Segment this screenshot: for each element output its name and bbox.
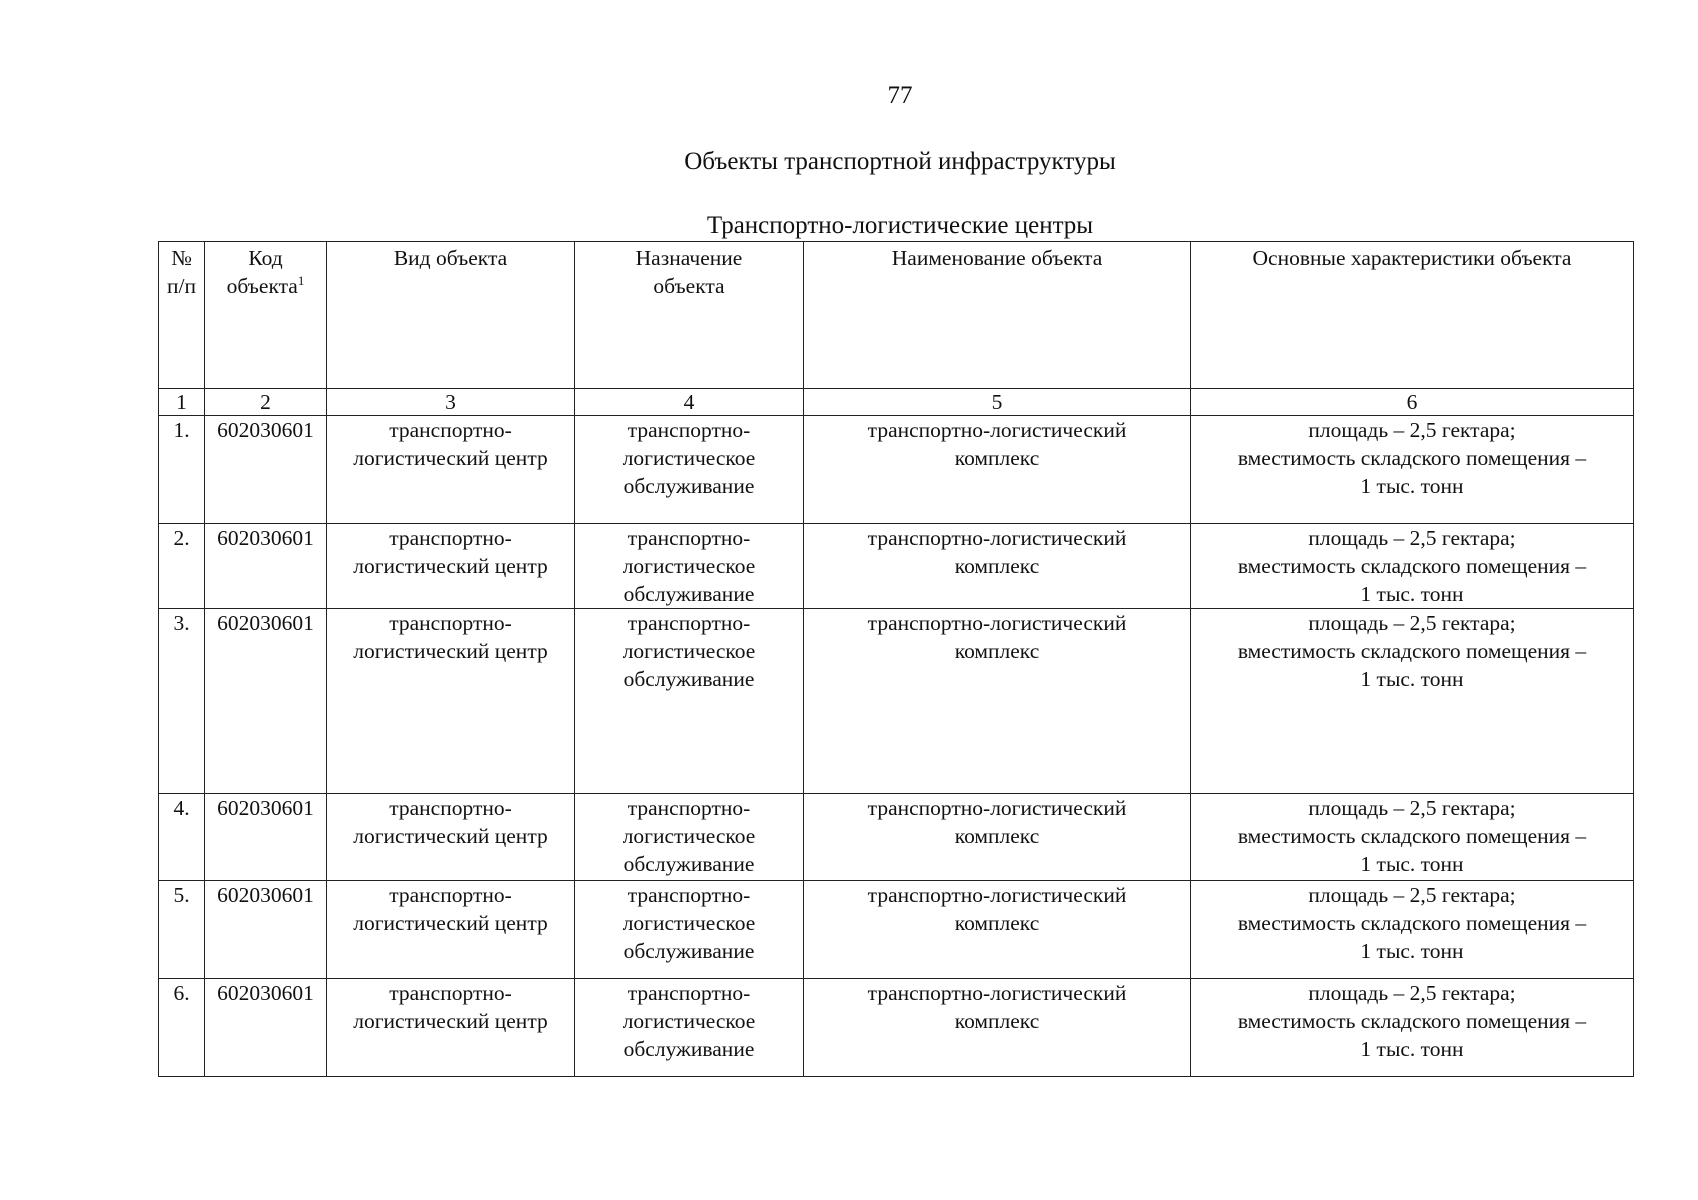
table-row — [159, 979, 1634, 1077]
text-line: транспортно-логистический — [867, 526, 1127, 550]
header-chars: Основные характеристики объекта — [1191, 242, 1634, 389]
header-kind: Вид объекта — [327, 242, 575, 389]
text-line: транспортно- — [627, 796, 751, 820]
text-line: транспортно-логистический — [867, 418, 1127, 442]
text-line: 1 тыс. тонн — [1360, 474, 1464, 498]
object-kind — [327, 524, 575, 609]
table-row — [159, 609, 1634, 794]
text-line: площадь – 2,5 гектара; — [1308, 796, 1516, 820]
text-line: логистический центр — [353, 554, 548, 578]
object-code: 602030601 — [205, 416, 327, 524]
text-line: логистический центр — [353, 911, 548, 935]
header-purpose-line-1: Назначение — [635, 246, 743, 270]
column-number-row — [159, 389, 1634, 416]
object-name — [804, 416, 1191, 524]
text-line: транспортно- — [389, 981, 512, 1005]
row-number: 3. — [159, 609, 205, 794]
text-line: обслуживание — [623, 1037, 755, 1061]
object-characteristics — [1191, 881, 1634, 979]
object-code: 602030601 — [205, 524, 327, 609]
text-line: вместимость складского помещения – — [1237, 446, 1587, 470]
object-purpose — [575, 881, 804, 979]
text-line: транспортно-логистический — [867, 883, 1127, 907]
table-row — [159, 416, 1634, 524]
object-characteristics — [1191, 524, 1634, 609]
text-line: комплекс — [954, 554, 1040, 578]
text-line: комплекс — [954, 1009, 1040, 1033]
object-name — [804, 979, 1191, 1077]
object-characteristics — [1191, 979, 1634, 1077]
object-characteristics — [1191, 609, 1634, 794]
text-line: логистическое — [622, 824, 756, 848]
text-line: логистический центр — [353, 1009, 548, 1033]
row-number: 2. — [159, 524, 205, 609]
text-line: комплекс — [954, 824, 1040, 848]
row-number: 4. — [159, 794, 205, 881]
row-number: 6. — [159, 979, 205, 1077]
text-line: транспортно- — [627, 418, 751, 442]
text-line: логистическое — [622, 911, 756, 935]
text-line: 1 тыс. тонн — [1360, 667, 1464, 691]
column-number: 5 — [804, 389, 1191, 416]
object-kind — [327, 416, 575, 524]
text-line: транспортно- — [389, 418, 512, 442]
text-line: площадь – 2,5 гектара; — [1308, 883, 1516, 907]
text-line: логистическое — [622, 1009, 756, 1033]
object-name — [804, 881, 1191, 979]
text-line: транспортно-логистический — [867, 796, 1127, 820]
text-line: обслуживание — [623, 474, 755, 498]
table-title: Транспортно-логистические центры — [706, 212, 1094, 239]
infrastructure-table — [158, 241, 1634, 1077]
text-line: 1 тыс. тонн — [1360, 1037, 1464, 1061]
object-name — [804, 794, 1191, 881]
text-line: транспортно- — [627, 883, 751, 907]
text-line: транспортно- — [627, 526, 751, 550]
text-line: площадь – 2,5 гектара; — [1308, 611, 1516, 635]
text-line: логистический центр — [353, 446, 548, 470]
table-header-row — [159, 242, 1634, 389]
object-characteristics — [1191, 794, 1634, 881]
object-purpose — [575, 794, 804, 881]
object-code: 602030601 — [205, 979, 327, 1077]
object-name — [804, 524, 1191, 609]
text-line: логистическое — [622, 554, 756, 578]
text-line: площадь – 2,5 гектара; — [1308, 981, 1516, 1005]
text-line: транспортно- — [627, 981, 751, 1005]
object-name — [804, 609, 1191, 794]
header-num — [159, 242, 205, 389]
text-line: площадь – 2,5 гектара; — [1308, 418, 1516, 442]
header-code-line-2-wrap — [209, 272, 322, 300]
text-line: комплекс — [954, 639, 1040, 663]
object-code: 602030601 — [205, 609, 327, 794]
table-row — [159, 794, 1634, 881]
object-kind — [327, 979, 575, 1077]
header-purpose — [575, 242, 804, 389]
header-purpose-line-2: объекта — [653, 274, 725, 298]
text-line: обслуживание — [623, 667, 755, 691]
text-line: вместимость складского помещения – — [1237, 554, 1587, 578]
object-kind — [327, 609, 575, 794]
text-line: логистическое — [622, 446, 756, 470]
text-line: обслуживание — [623, 582, 755, 606]
text-line: транспортно- — [389, 796, 512, 820]
header-name: Наименование объекта — [804, 242, 1191, 389]
header-code — [205, 242, 327, 389]
text-line: транспортно- — [389, 611, 512, 635]
text-line: обслуживание — [623, 852, 755, 876]
text-line: транспортно-логистический — [867, 981, 1127, 1005]
text-line: транспортно- — [627, 611, 751, 635]
text-line: вместимость складского помещения – — [1237, 911, 1587, 935]
object-code: 602030601 — [205, 794, 327, 881]
text-line: транспортно- — [389, 526, 512, 550]
page-number: 77 — [887, 82, 913, 109]
row-number: 1. — [159, 416, 205, 524]
text-line: вместимость складского помещения – — [1237, 824, 1587, 848]
text-line: логистический центр — [353, 639, 548, 663]
text-line: транспортно-логистический — [867, 611, 1127, 635]
column-number: 3 — [327, 389, 575, 416]
column-number: 1 — [159, 389, 205, 416]
text-line: вместимость складского помещения – — [1237, 639, 1587, 663]
header-num-line-2: п/п — [167, 274, 196, 298]
column-number: 4 — [575, 389, 804, 416]
header-code-line-2: объекта — [226, 274, 298, 298]
text-line: комплекс — [954, 446, 1040, 470]
row-number: 5. — [159, 881, 205, 979]
text-line: вместимость складского помещения – — [1237, 1009, 1587, 1033]
object-purpose — [575, 609, 804, 794]
object-code: 602030601 — [205, 881, 327, 979]
object-kind — [327, 794, 575, 881]
text-line: площадь – 2,5 гектара; — [1308, 526, 1516, 550]
object-purpose — [575, 979, 804, 1077]
object-kind — [327, 881, 575, 979]
text-line: логистический центр — [353, 824, 548, 848]
text-line: комплекс — [954, 911, 1040, 935]
footnote-marker: 1 — [297, 272, 305, 288]
object-characteristics — [1191, 416, 1634, 524]
text-line: 1 тыс. тонн — [1360, 852, 1464, 876]
text-line: 1 тыс. тонн — [1360, 582, 1464, 606]
text-line: транспортно- — [389, 883, 512, 907]
text-line: логистическое — [622, 639, 756, 663]
page-title: Объекты транспортной инфраструктуры — [684, 148, 1116, 175]
column-number: 6 — [1191, 389, 1634, 416]
text-line: обслуживание — [623, 939, 755, 963]
object-purpose — [575, 524, 804, 609]
header-num-line-1: № — [171, 246, 192, 270]
table-row — [159, 881, 1634, 979]
object-purpose — [575, 416, 804, 524]
table-row — [159, 524, 1634, 609]
header-code-line-1: Код — [248, 246, 283, 270]
text-line: 1 тыс. тонн — [1360, 939, 1464, 963]
column-number: 2 — [205, 389, 327, 416]
